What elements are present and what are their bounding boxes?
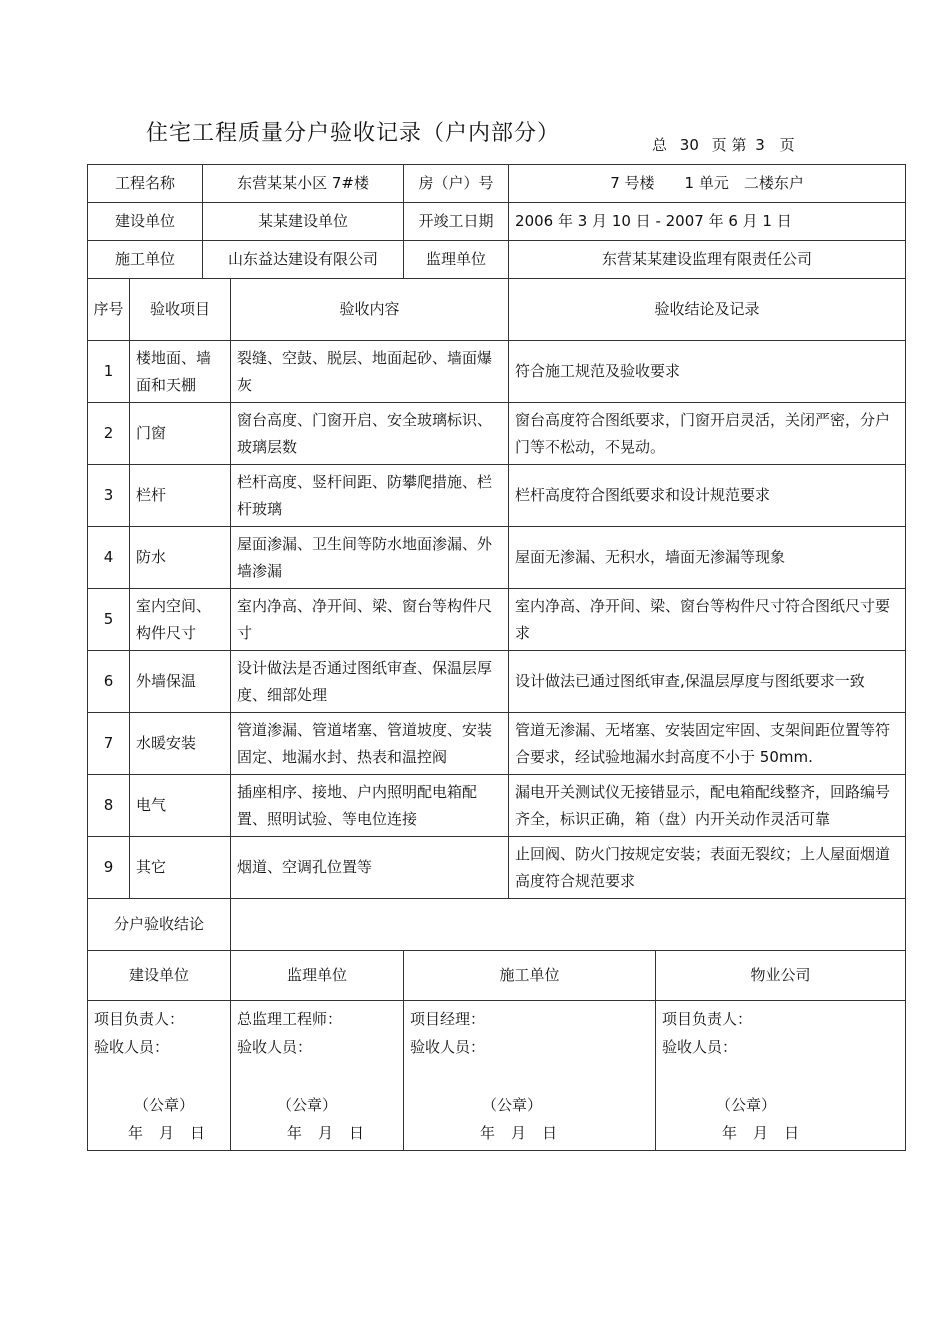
row-content: 窗台高度、门窗开启、安全玻璃标识、玻璃层数 [231, 403, 509, 465]
sig-date [662, 1119, 899, 1147]
table-row [88, 465, 906, 527]
row-seq: 9 [88, 837, 130, 899]
sig-block-contractor [404, 1001, 656, 1151]
col-seq: 序号 [88, 279, 130, 341]
row-seq: 4 [88, 527, 130, 589]
total-prefix: 总 [652, 136, 668, 154]
row-seq: 6 [88, 651, 130, 713]
sig-date [410, 1119, 649, 1147]
page-label: 页 第 [711, 136, 747, 154]
contractor-value: 山东益达建设有限公司 [203, 241, 404, 279]
page-info [652, 134, 795, 155]
page-number: 3 [755, 136, 765, 154]
col-result: 验收结论及记录 [509, 279, 906, 341]
row-item: 楼地面、墙面和天棚 [130, 341, 231, 403]
row-seq: 5 [88, 589, 130, 651]
table-row [88, 837, 906, 899]
row-item: 门窗 [130, 403, 231, 465]
row-seq: 3 [88, 465, 130, 527]
row-content: 插座相序、接地、户内照明配电箱配置、照明试验、等电位连接 [231, 775, 509, 837]
row-item: 水暖安装 [130, 713, 231, 775]
project-value: 东营某某小区 7#楼 [203, 165, 404, 203]
sig-line2: 验收人员： [410, 1038, 486, 1056]
sig-date [94, 1119, 224, 1147]
contractor-label: 施工单位 [88, 241, 203, 279]
row-item: 外墙保温 [130, 651, 231, 713]
sig-line1: 项目经理： [410, 1010, 486, 1028]
sig-unit-supervisor: 监理单位 [231, 951, 404, 1001]
sig-year: 年 [128, 1124, 144, 1142]
row-item: 防水 [130, 527, 231, 589]
sig-unit-builder: 建设单位 [88, 951, 231, 1001]
row-result: 止回阀、防火门按规定安装；表面无裂纹；上人屋面烟道高度符合规范要求 [509, 837, 906, 899]
header-row-contractor [88, 241, 906, 279]
sig-month: 月 [511, 1124, 527, 1142]
page-suffix: 页 [779, 136, 795, 154]
row-result: 符合施工规范及验收要求 [509, 341, 906, 403]
row-seq: 8 [88, 775, 130, 837]
row-result: 栏杆高度符合图纸要求和设计规范要求 [509, 465, 906, 527]
column-header-row [88, 279, 906, 341]
table-row [88, 403, 906, 465]
project-label: 工程名称 [88, 165, 203, 203]
sig-line2: 验收人员： [94, 1038, 170, 1056]
table-row [88, 589, 906, 651]
row-content: 设计做法是否通过图纸审查、保温层厚度、细部处理 [231, 651, 509, 713]
row-result: 设计做法已通过图纸审查,保温层厚度与图纸要求一致 [509, 651, 906, 713]
sig-unit-contractor: 施工单位 [404, 951, 656, 1001]
table-row [88, 713, 906, 775]
row-result: 管道无渗漏、无堵塞、安装固定牢固、支架间距位置等符合要求，经试验地漏水封高度不小于 50mm. [509, 713, 906, 775]
col-content: 验收内容 [231, 279, 509, 341]
row-item: 电气 [130, 775, 231, 837]
row-content: 栏杆高度、竖杆间距、防攀爬措施、栏杆玻璃 [231, 465, 509, 527]
sig-day: 日 [542, 1124, 558, 1142]
row-content: 裂缝、空鼓、脱层、地面起砂、墙面爆灰 [231, 341, 509, 403]
signature-row [88, 1001, 906, 1151]
col-item: 验收项目 [130, 279, 231, 341]
total-pages: 30 [679, 136, 699, 154]
room-label: 房（户）号 [404, 165, 509, 203]
conclusion-row [88, 899, 906, 951]
sig-line1: 项目负责人： [94, 1010, 185, 1028]
sig-month: 月 [318, 1124, 334, 1142]
row-seq: 1 [88, 341, 130, 403]
supervisor-value: 东营某某建设监理有限责任公司 [509, 241, 906, 279]
row-content: 管道渗漏、管道堵塞、管道坡度、安装固定、地漏水封、热表和温控阀 [231, 713, 509, 775]
row-result: 窗台高度符合图纸要求，门窗开启灵活，关闭严密，分户门等不松动，不晃动。 [509, 403, 906, 465]
sig-block-builder [88, 1001, 231, 1151]
conclusion-value[interactable] [231, 899, 906, 951]
row-item: 室内空间、构件尺寸 [130, 589, 231, 651]
signature-header-row [88, 951, 906, 1001]
sig-line1: 项目负责人： [662, 1010, 753, 1028]
table-row [88, 527, 906, 589]
header-row-project [88, 165, 906, 203]
row-seq: 2 [88, 403, 130, 465]
row-seq: 7 [88, 713, 130, 775]
sig-day: 日 [784, 1124, 800, 1142]
date-label: 开竣工日期 [404, 203, 509, 241]
sig-year: 年 [480, 1124, 496, 1142]
date-value: 2006 年 3 月 10 日 - 2007 年 6 月 1 日 [509, 203, 906, 241]
page-title: 住宅工程质量分户验收记录（户内部分） [146, 121, 561, 146]
sig-year: 年 [287, 1124, 303, 1142]
sig-line1: 总监理工程师： [237, 1010, 343, 1028]
table-row [88, 341, 906, 403]
sig-date [237, 1119, 397, 1147]
row-result: 屋面无渗漏、无积水，墙面无渗漏等现象 [509, 527, 906, 589]
sig-stamp: （公章） [716, 1096, 777, 1114]
room-value: 7 号楼 1 单元 二楼东户 [509, 165, 906, 203]
sig-stamp: （公章） [482, 1096, 543, 1114]
row-content: 烟道、空调孔位置等 [231, 837, 509, 899]
sig-stamp: （公章） [277, 1096, 338, 1114]
conclusion-label: 分户验收结论 [88, 899, 231, 951]
row-item: 其它 [130, 837, 231, 899]
table-row [88, 651, 906, 713]
builder-label: 建设单位 [88, 203, 203, 241]
builder-value: 某某建设单位 [203, 203, 404, 241]
supervisor-label: 监理单位 [404, 241, 509, 279]
sig-line2: 验收人员： [662, 1038, 738, 1056]
sig-year: 年 [722, 1124, 738, 1142]
header-row-builder [88, 203, 906, 241]
sig-line2: 验收人员： [237, 1038, 313, 1056]
sig-day: 日 [349, 1124, 365, 1142]
sig-stamp: （公章） [134, 1096, 195, 1114]
row-result: 室内净高、净开间、梁、窗台等构件尺寸符合图纸尺寸要求 [509, 589, 906, 651]
row-content: 屋面渗漏、卫生间等防水地面渗漏、外墙渗漏 [231, 527, 509, 589]
row-item: 栏杆 [130, 465, 231, 527]
sig-month: 月 [159, 1124, 175, 1142]
table-row [88, 775, 906, 837]
sig-month: 月 [753, 1124, 769, 1142]
sig-day: 日 [190, 1124, 206, 1142]
sig-block-property [656, 1001, 906, 1151]
row-result: 漏电开关测试仪无接错显示，配电箱配线整齐，回路编号齐全，标识正确，箱（盘）内开关动作灵活可靠 [509, 775, 906, 837]
row-content: 室内净高、净开间、梁、窗台等构件尺寸 [231, 589, 509, 651]
sig-block-supervisor [231, 1001, 404, 1151]
inspection-form-table [87, 164, 906, 1151]
sig-unit-property: 物业公司 [656, 951, 906, 1001]
